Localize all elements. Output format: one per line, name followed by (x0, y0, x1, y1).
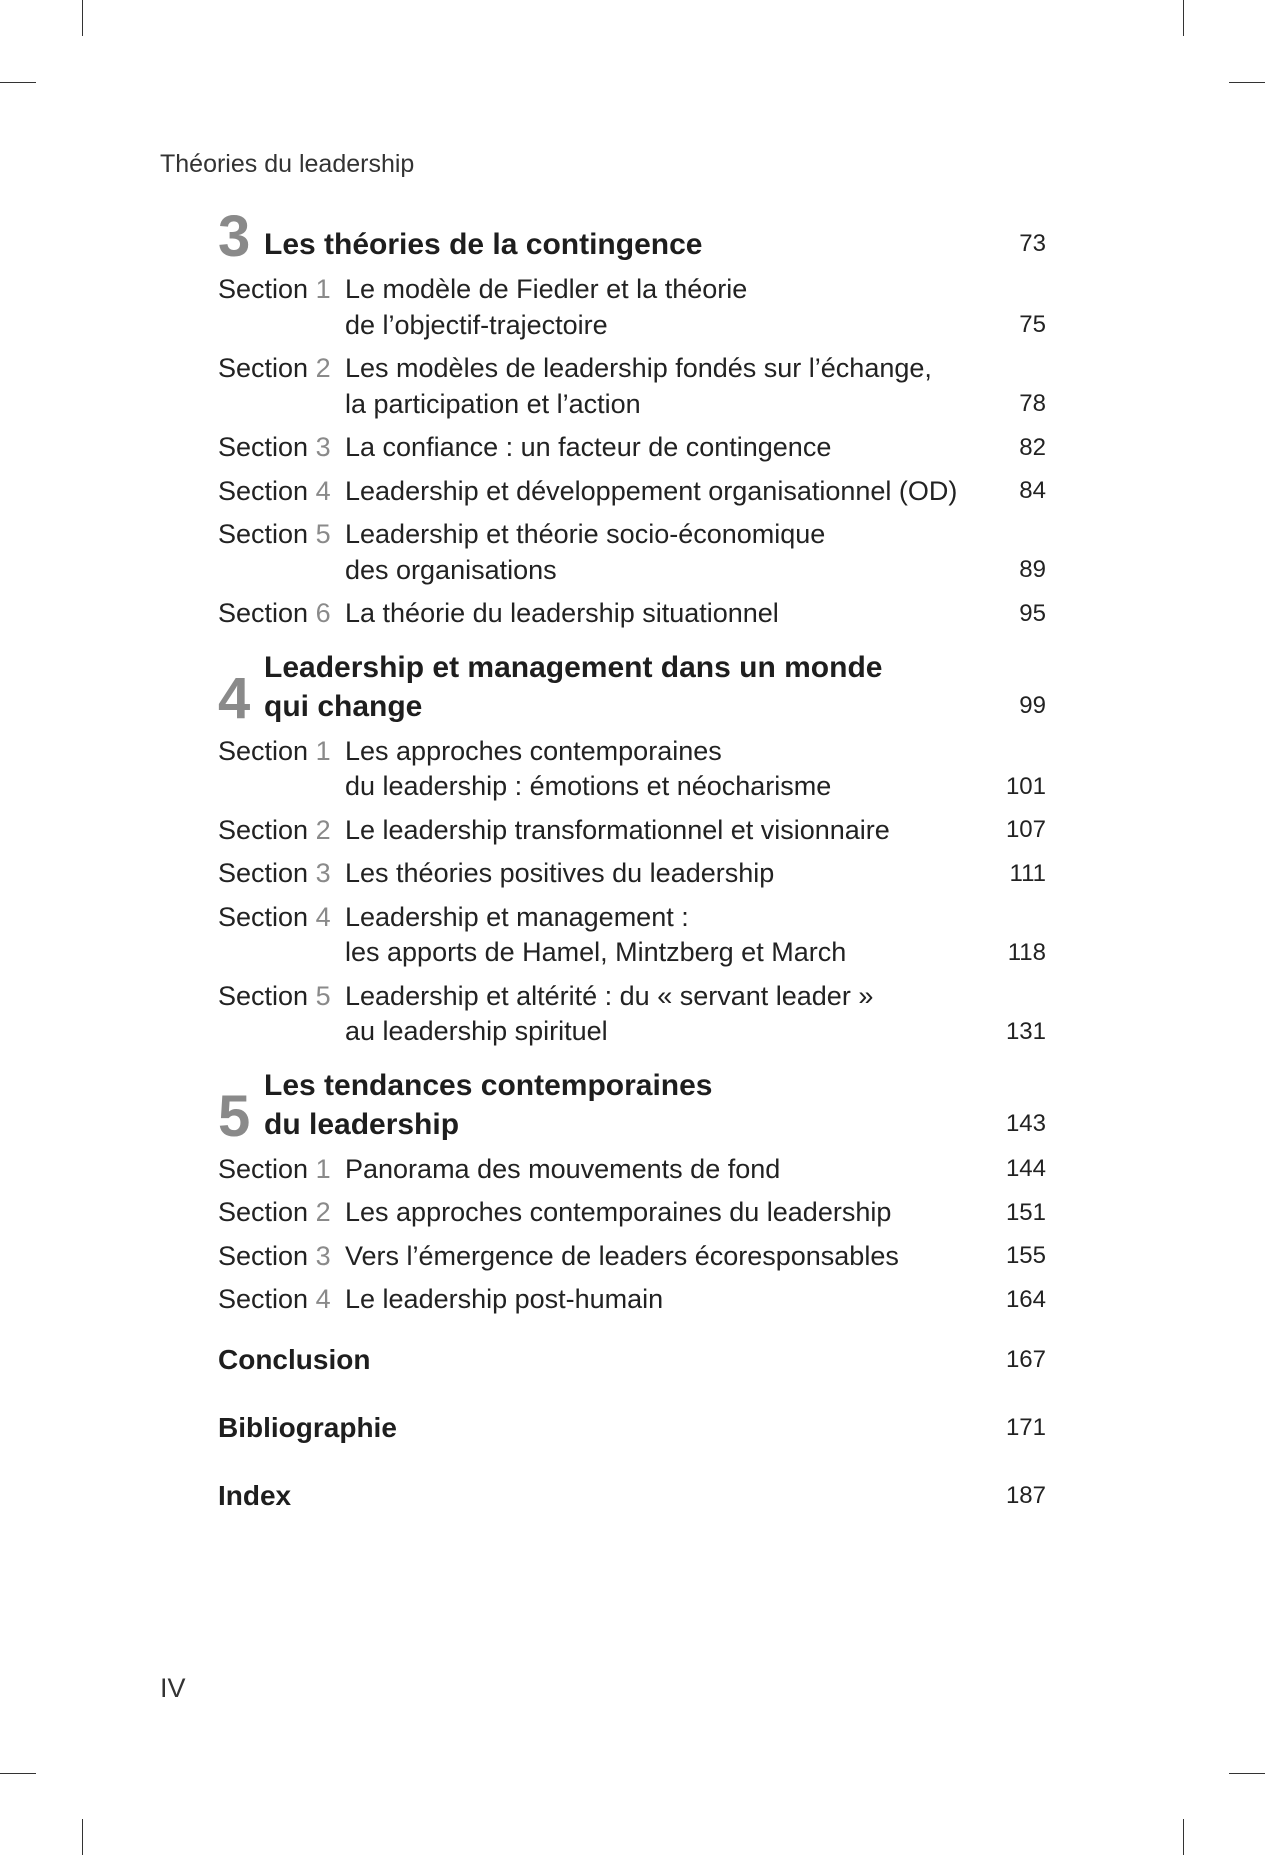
chapter-heading[interactable] (218, 1066, 1046, 1149)
toc-entry[interactable] (218, 596, 1046, 632)
chapter-5 (218, 1066, 1046, 1318)
section-label (218, 856, 345, 892)
section-title: Les modèles de leadership fondés sur l’échange, la participation et l’action (345, 353, 932, 419)
page-number: 99 (1019, 691, 1046, 719)
section-label (218, 1282, 345, 1318)
section-list (218, 1152, 1046, 1318)
section-title: Leadership et management : les apports de Hamel, Mintzberg et March (345, 901, 847, 967)
section-number: 2 (315, 1197, 331, 1227)
backmatter-title: Conclusion (218, 1343, 371, 1375)
chapter-title: Leadership et management dans un monde qui change (264, 650, 883, 723)
section-number: 1 (315, 1153, 331, 1184)
section-word: Section (218, 353, 309, 383)
page-number: 89 (1019, 556, 1046, 583)
section-title: Leadership et théorie socio-économique des organisations (345, 519, 826, 585)
page-number: 171 (1005, 1413, 1046, 1441)
page-number: 167 (1005, 1345, 1046, 1373)
section-label (218, 979, 345, 1015)
section-title: Les théories positives du leadership (345, 858, 775, 888)
section-number: 4 (315, 475, 331, 506)
section-label (218, 474, 345, 510)
page-number: 78 (1019, 390, 1046, 417)
section-number: 6 (315, 598, 331, 628)
toc-entry[interactable] (218, 979, 1046, 1050)
section-label (218, 351, 345, 387)
crop-mark (1229, 82, 1265, 83)
section-word: Section (218, 980, 309, 1011)
chapter-number: 3 (218, 204, 251, 269)
section-word: Section (218, 735, 309, 766)
section-number: 1 (315, 274, 331, 304)
toc-entry[interactable] (218, 517, 1046, 588)
section-title: Les approches contemporaines du leadership : émotions et néocharisme (345, 735, 832, 801)
section-number: 3 (315, 432, 331, 462)
toc-entry[interactable] (218, 430, 1046, 466)
page-number: 73 (1019, 230, 1046, 257)
toc-entry[interactable] (218, 813, 1046, 849)
backmatter-entry[interactable] (218, 1340, 1046, 1380)
section-label (218, 517, 345, 553)
page-number: 107 (1005, 816, 1046, 843)
page-number: 187 (1005, 1481, 1046, 1509)
section-word: Section (218, 519, 309, 549)
crop-mark (82, 0, 83, 36)
section-word: Section (218, 901, 309, 932)
page-number: 118 (1007, 938, 1046, 966)
section-list (218, 272, 1046, 632)
crop-mark (1229, 1773, 1265, 1774)
toc-entry[interactable] (218, 900, 1046, 971)
section-label (218, 813, 345, 849)
section-label (218, 1195, 345, 1231)
section-number: 3 (315, 858, 331, 888)
page-number: 164 (1005, 1285, 1046, 1313)
page-number: 95 (1019, 599, 1046, 627)
section-list (218, 734, 1046, 1050)
chapter-3 (218, 204, 1046, 632)
section-word: Section (218, 1240, 309, 1271)
crop-mark (0, 1773, 36, 1774)
section-label (218, 734, 345, 770)
section-title: Leadership et développement organisationnel (OD) (345, 475, 958, 506)
chapter-title: Les tendances contemporaines du leadership (264, 1068, 713, 1141)
running-head: Théories du leadership (160, 150, 415, 178)
chapter-title: Les théories de la contingence (264, 228, 703, 261)
chapter-number: 5 (218, 1083, 251, 1149)
page-number: 131 (1005, 1017, 1046, 1045)
backmatter-entry[interactable] (218, 1408, 1046, 1448)
section-number: 2 (315, 353, 331, 383)
section-label (218, 1152, 345, 1188)
page-number: 143 (1005, 1109, 1046, 1137)
section-title: Les approches contemporaines du leadership (345, 1197, 892, 1227)
section-title: Le leadership post-humain (345, 1284, 664, 1314)
section-title: La théorie du leadership situationnel (345, 598, 779, 628)
section-number: 3 (315, 1240, 331, 1271)
crop-mark (82, 1819, 83, 1855)
section-title: Panorama des mouvements de fond (345, 1153, 781, 1184)
section-label (218, 1239, 345, 1275)
section-word: Section (218, 475, 309, 506)
chapter-number: 4 (218, 665, 251, 731)
section-number: 2 (315, 814, 331, 845)
section-label (218, 900, 345, 936)
page-number: 155 (1005, 1242, 1046, 1269)
page-number: 82 (1019, 433, 1046, 461)
chapter-heading[interactable] (218, 204, 1046, 269)
section-title: Leadership et altérité : du « servant leader » au leadership spirituel (345, 980, 874, 1046)
section-number: 1 (315, 735, 331, 766)
section-title: La confiance : un facteur de contingence (345, 432, 832, 462)
toc-entry[interactable] (218, 1152, 1046, 1188)
section-word: Section (218, 858, 309, 888)
section-word: Section (218, 1197, 309, 1227)
section-number: 5 (315, 980, 331, 1011)
page-number: 151 (1005, 1198, 1046, 1226)
backmatter-title: Bibliographie (218, 1411, 397, 1443)
backmatter-title: Index (218, 1479, 292, 1511)
toc-entry[interactable] (218, 734, 1046, 805)
section-word: Section (218, 814, 309, 845)
page-number: 75 (1019, 311, 1046, 338)
toc-entry[interactable] (218, 272, 1046, 343)
toc-entry[interactable] (218, 1195, 1046, 1231)
section-title: Le leadership transformationnel et visionnaire (345, 814, 890, 845)
toc-entry[interactable] (218, 1282, 1046, 1318)
section-title: Vers l’émergence de leaders écoresponsables (345, 1240, 899, 1271)
section-word: Section (218, 1153, 309, 1184)
table-of-contents (218, 204, 1046, 1544)
section-label (218, 596, 345, 632)
backmatter-entry[interactable] (218, 1476, 1046, 1516)
section-number: 4 (315, 1284, 331, 1314)
section-number: 4 (315, 901, 331, 932)
backmatter-list (218, 1340, 1046, 1516)
section-word: Section (218, 274, 309, 304)
page-number: 144 (1005, 1155, 1046, 1182)
crop-mark (1183, 1819, 1184, 1855)
crop-mark (0, 82, 36, 83)
section-label (218, 430, 345, 466)
page-folio: IV (160, 1673, 186, 1703)
section-title: Le modèle de Fiedler et la théorie de l’objectif-trajectoire (345, 274, 748, 340)
toc-entry[interactable] (218, 1239, 1046, 1275)
toc-entry[interactable] (218, 351, 1046, 422)
toc-entry[interactable] (218, 856, 1046, 892)
page-number: 101 (1005, 772, 1046, 800)
page-number: 111 (1009, 859, 1046, 887)
section-word: Section (218, 598, 309, 628)
page-number: 84 (1019, 477, 1046, 504)
crop-mark (1183, 0, 1184, 36)
section-label (218, 272, 345, 308)
section-word: Section (218, 432, 309, 462)
chapter-4 (218, 648, 1046, 1050)
toc-entry[interactable] (218, 474, 1046, 510)
section-number: 5 (315, 519, 331, 549)
chapter-heading[interactable] (218, 648, 1046, 731)
section-word: Section (218, 1284, 309, 1314)
